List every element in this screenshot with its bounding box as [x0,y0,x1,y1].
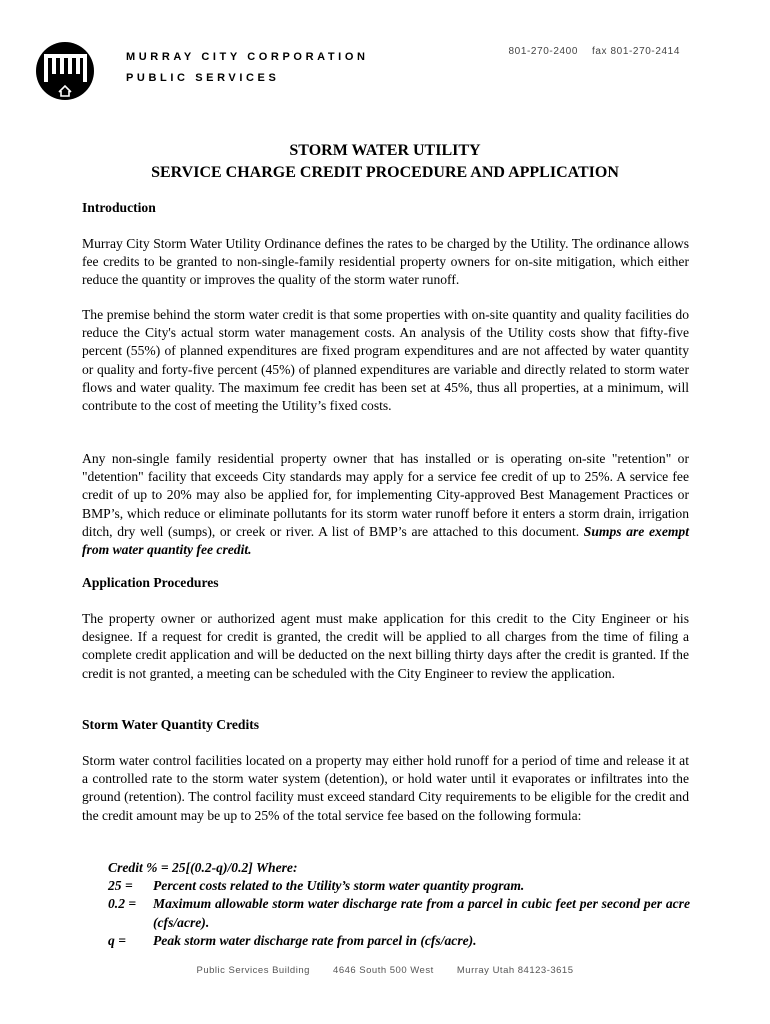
sumps-exempt-note: Sumps are exempt from water quantity fee credit. [82,523,690,558]
murray-city-logo [35,40,95,102]
contact-numbers [509,46,680,57]
document-title: STORM WATER UTILITY [289,142,481,159]
page-footer [0,965,770,976]
footer-city: Murray Utah 84123-3615 [456,965,574,976]
intro-paragraph-3-text: Any non-single family residential property owner that has installed or is operating on-site "retention" or "detention" facility that exceeds City standards may apply for a service fee credit of up to 25%. A service fee credit of up to 20% may also be applied for, for implementing City-approved Best Management Practices or BMP’s, which reduce or eliminate pollutants for its storm water runoff before it enters a storm drain, irrigation ditch, dry well (sumps), or creek or river. A list of BMP’s are attached to this document. [82,451,689,539]
quantity-credits-paragraph: Storm water control facilities located on a property may either hold runoff for a period of time and release it at a controlled rate to the storm water system (detention), or hold water until it evaporates or infiltrates into the ground (retention). The control facility must exceed standard City requirements to be eligible for the credit and the credit amount may be up to 25% of the total service fee based on the following formula: [82,753,689,823]
intro-paragraph-3 [82,450,689,559]
department-name: PUBLIC SERVICES [126,72,280,84]
document-subtitle: SERVICE CHARGE CREDIT PROCEDURE AND APPLICATION [151,164,619,181]
intro-heading: Introduction [82,200,156,215]
formula-def-value: Peak storm water discharge rate from parcel in (cfs/acre). [153,932,477,948]
phone-number: 801-270-2400 [508,46,578,57]
footer-building: Public Services Building [196,965,310,976]
quantity-credits-heading: Storm Water Quantity Credits [82,717,260,732]
formula-def-key: q = [108,932,126,948]
application-heading: Application Procedures [82,575,219,590]
formula-def [108,932,690,950]
intro-paragraph-2: The premise behind the storm water credit is that some properties with on-site quantity and quality facilities do reduce the City's actual storm water management costs. An analysis of the Utility costs show that fifty-five percent (55%) of planned expenditures are fixed program expenditures and are not affected by water quantity or quality and forty-five percent (45%) of planned expenditures are variable and directly related to storm water flows and water quality. The maximum fee credit has been set at 45%, thus all properties, at a minimum, will contribute to the cost of meeting the Utility’s fixed costs. [82,307,689,414]
intro-paragraph-1: Murray City Storm Water Utility Ordinance defines the rates to be charged by the Utility. The ordinance allows fee credits to be granted to non-single-family residential property owners for on-site mitigation, which either reduce the quantity or improves the quality of the storm water runoff. [82,236,689,288]
formula-def [108,895,690,931]
org-header [126,47,369,89]
formula-def-value: Percent costs related to the Utility’s storm water quantity program. [153,878,525,894]
fax-number: fax 801-270-2414 [592,46,680,57]
application-paragraph: The property owner or authorized agent must make application for this credit to the City Engineer or his designee. If a request for credit is granted, the credit will be applied to all charges from the time of filing a complete credit application and will be deducted on the next billing thirty days after the credit is granted. If the credit is not granted, a meeting can be scheduled with the City Engineer to review the application. [82,611,689,681]
formula-def-value: Maximum allowable storm water discharge rate from a parcel in cubic feet per second per acre (cfs/acre). [153,896,690,930]
formula-def-key: 25 = [108,878,133,894]
formula-line: Credit % = 25[(0.2-q)/0.2] Where: [108,860,298,875]
formula-def [108,877,690,895]
credit-formula [108,859,690,950]
footer-street: 4646 South 500 West [333,965,434,976]
formula-def-key: 0.2 = [108,896,137,912]
org-name: MURRAY CITY CORPORATION [126,51,369,63]
